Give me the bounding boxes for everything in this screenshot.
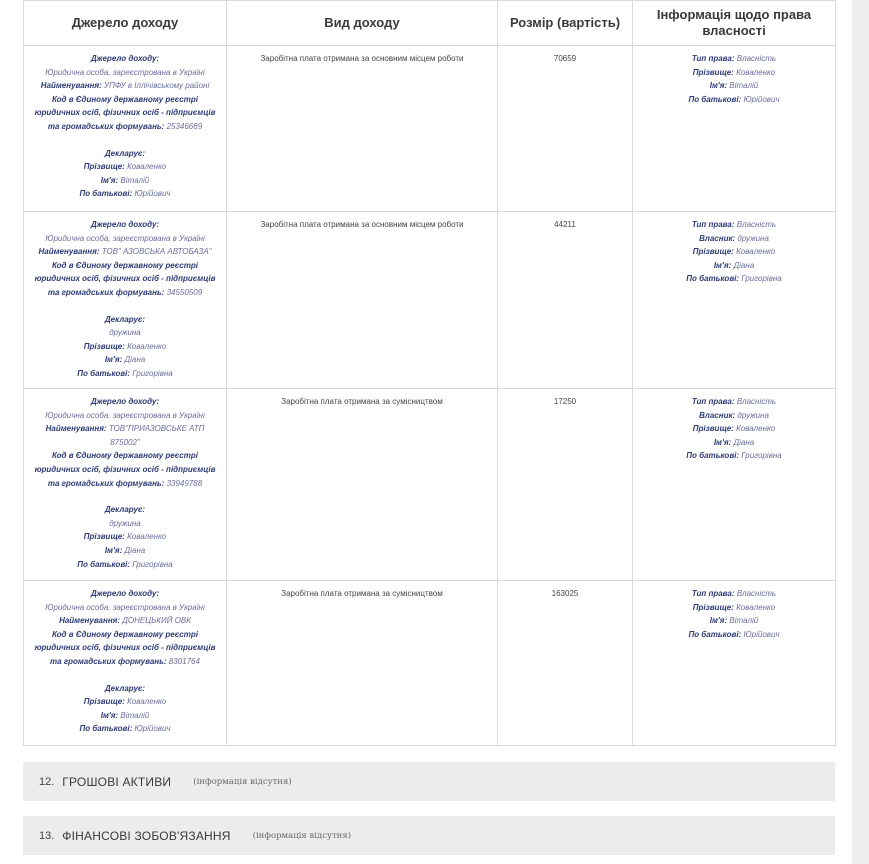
surname-label: Прізвище: — [83, 697, 125, 707]
owner-name: Віталій — [729, 616, 759, 626]
patronymic-label: По батькові: — [686, 451, 740, 461]
declarant-patronymic: Григорівна — [132, 559, 173, 569]
header-income-type: Вид доходу — [227, 1, 498, 46]
code-label: Код в Єдиному державному реєстрі юридичних осіб, фізичних осіб - підприємців та громадських формувань: — [34, 451, 216, 488]
ownership-cell — [633, 212, 836, 389]
source-label: Джерело доходу: — [90, 54, 160, 63]
ownership-cell — [633, 389, 836, 581]
right-type: Власність — [736, 220, 777, 229]
source-name: ТОВ" АЗОВСЬКА АВТОБАЗА" — [101, 247, 212, 257]
section-number: 13. — [39, 829, 55, 842]
section-title: ГРОШОВІ АКТИВИ — [62, 774, 172, 789]
right-type-label: Тип права: — [691, 220, 735, 229]
header-source: Джерело доходу — [24, 1, 227, 46]
owner: дружина — [737, 410, 769, 420]
owner-surname: Коваленко — [736, 602, 776, 612]
owner-surname: Коваленко — [736, 424, 776, 434]
declarant-role: дружина — [109, 518, 141, 528]
income-type-cell: Заробітна плата отримана за основним місцем роботи — [227, 212, 498, 389]
name-label: Найменування: — [59, 616, 121, 626]
owner-surname: Коваленко — [736, 247, 776, 257]
income-type-cell: Заробітна плата отримана за сумісництвом — [227, 581, 498, 746]
declarant-name: Віталій — [120, 175, 150, 185]
code-label: Код в Єдиному державному реєстрі юридичних осіб, фізичних осіб - підприємців та громадських формувань: — [34, 260, 216, 297]
declarant-role: дружина — [109, 328, 141, 338]
right-type: Власність — [736, 589, 777, 598]
declarant-label: Декларує: — [104, 505, 146, 515]
surname-label: Прізвище: — [692, 602, 734, 612]
right-type: Власність — [736, 54, 777, 63]
right-type-label: Тип права: — [691, 397, 735, 406]
surname-label: Прізвище: — [83, 341, 125, 351]
owner-surname: Коваленко — [736, 67, 776, 77]
table-header-row — [24, 1, 836, 46]
code-label: Код в Єдиному державному реєстрі юридичних осіб, фізичних осіб - підприємців та громадських формувань: — [34, 629, 216, 666]
source-code: 25346669 — [166, 121, 203, 131]
declarant-label: Декларує: — [104, 683, 146, 693]
owner-name: Діана — [733, 260, 755, 270]
source-name: УПФУ в Іллічівському районі — [103, 81, 210, 91]
owner-patronymic: Юрійович — [743, 94, 780, 104]
amount-cell: 17250 — [498, 389, 633, 581]
name-label: Найменування: — [38, 247, 100, 257]
header-amount: Розмір (вартість) — [498, 1, 633, 46]
declarant-patronymic: Григорівна — [132, 368, 173, 378]
first-name-label: Ім'я: — [709, 81, 728, 91]
source-label: Джерело доходу: — [90, 589, 160, 598]
owner-label: Власник: — [699, 233, 736, 243]
table-row — [24, 46, 836, 212]
first-name-label: Ім'я: — [713, 260, 732, 270]
surname-label: Прізвище: — [692, 67, 734, 77]
patronymic-label: По батькові: — [79, 189, 133, 199]
declarant-name: Діана — [124, 545, 146, 555]
section-monetary-assets[interactable] — [23, 762, 835, 801]
owner-label: Власник: — [699, 410, 736, 420]
source-code: 8301764 — [168, 656, 200, 666]
declarant-surname: Коваленко — [127, 341, 167, 351]
table-row — [24, 389, 836, 581]
right-type-label: Тип права: — [691, 54, 735, 63]
section-note: (інформація відсутня) — [252, 830, 352, 841]
source-type: Юридична особа, зареєстрована в Україні — [45, 410, 205, 420]
declarant-patronymic: Юрійович — [134, 724, 171, 734]
section-financial-obligations[interactable] — [23, 816, 835, 855]
table-row — [24, 212, 836, 389]
first-name-label: Ім'я: — [104, 545, 123, 555]
source-type: Юридична особа, зареєстрована в Україні — [45, 233, 205, 243]
owner-name: Діана — [733, 437, 755, 447]
patronymic-label: По батькові: — [688, 94, 742, 104]
declarant-label: Декларує: — [104, 314, 146, 324]
first-name-label: Ім'я: — [104, 355, 123, 365]
table-row — [24, 581, 836, 746]
declarant-name: Віталій — [120, 710, 150, 720]
owner-patronymic: Юрійович — [743, 629, 780, 639]
source-cell — [24, 581, 227, 746]
surname-label: Прізвище: — [692, 247, 734, 257]
owner: дружина — [737, 233, 769, 243]
source-type: Юридична особа, зареєстрована в Україні — [45, 602, 205, 612]
section-title: ФІНАНСОВІ ЗОБОВ'ЯЗАННЯ — [62, 828, 231, 843]
surname-label: Прізвище: — [692, 424, 734, 434]
first-name-label: Ім'я: — [713, 437, 732, 447]
first-name-label: Ім'я: — [100, 175, 119, 185]
declarant-surname: Коваленко — [127, 532, 167, 542]
amount-cell: 44211 — [498, 212, 633, 389]
header-ownership: Інформація щодо права власності — [633, 1, 836, 46]
first-name-label: Ім'я: — [100, 710, 119, 720]
income-type-cell: Заробітна плата отримана за основним місцем роботи — [227, 46, 498, 212]
declarant-patronymic: Юрійович — [134, 189, 171, 199]
right-type-label: Тип права: — [691, 589, 735, 598]
name-label: Найменування: — [40, 81, 102, 91]
source-name: ДОНЕЦЬКИЙ ОВК — [122, 616, 191, 626]
patronymic-label: По батькові: — [688, 629, 742, 639]
owner-name: Віталій — [729, 81, 759, 91]
owner-patronymic: Григорівна — [741, 451, 782, 461]
section-number: 12. — [39, 775, 55, 788]
declarant-surname: Коваленко — [127, 162, 167, 172]
page-gutter — [852, 0, 869, 864]
section-note: (інформація відсутня) — [193, 776, 292, 787]
source-code: 34550509 — [166, 287, 203, 297]
source-name: ТОВ"ПРИАЗОВСЬКЕ АТП 875002" — [108, 424, 205, 447]
surname-label: Прізвище: — [83, 532, 125, 542]
patronymic-label: По батькові: — [77, 368, 131, 378]
amount-cell: 163025 — [498, 581, 633, 746]
source-cell — [24, 46, 227, 212]
surname-label: Прізвище: — [83, 162, 125, 172]
patronymic-label: По батькові: — [79, 724, 133, 734]
amount-cell: 70659 — [498, 46, 633, 212]
source-code: 33949788 — [166, 478, 203, 488]
patronymic-label: По батькові: — [77, 559, 131, 569]
declarant-surname: Коваленко — [127, 697, 167, 707]
source-type: Юридична особа, зареєстрована в Україні — [45, 67, 205, 77]
source-label: Джерело доходу: — [90, 220, 160, 229]
income-table — [23, 0, 836, 746]
declarant-name: Діана — [124, 355, 146, 365]
patronymic-label: По батькові: — [686, 274, 740, 284]
income-type-cell: Заробітна плата отримана за сумісництвом — [227, 389, 498, 581]
declarant-label: Декларує: — [104, 148, 146, 158]
right-type: Власність — [736, 397, 777, 406]
ownership-cell — [633, 46, 836, 212]
owner-patronymic: Григорівна — [741, 274, 782, 284]
ownership-cell — [633, 581, 836, 746]
code-label: Код в Єдиному державному реєстрі юридичних осіб, фізичних осіб - підприємців та громадських формувань: — [34, 94, 216, 131]
first-name-label: Ім'я: — [709, 616, 728, 626]
source-label: Джерело доходу: — [90, 397, 160, 406]
source-cell — [24, 389, 227, 581]
source-cell — [24, 212, 227, 389]
name-label: Найменування: — [45, 424, 107, 434]
